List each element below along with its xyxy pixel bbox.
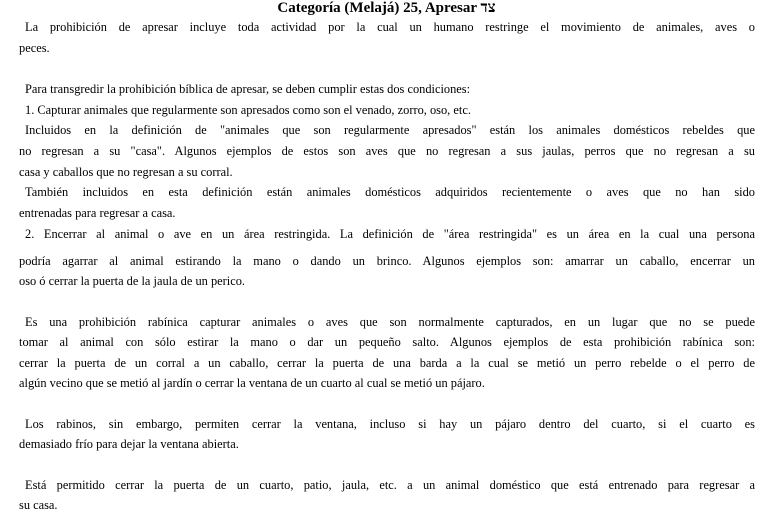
text-line: peces. [19,41,50,55]
title-hebrew: צד [480,0,496,16]
text-line: Incluidos en la definición de "animales que son regularmente apresados" están los animales domésticos rebeldes que [25,123,755,137]
text-line: podría agarrar al animal estirando la mano o dando un brinco. Algunos ejemplos son: amarrar un caballo, encerrar un [19,254,755,268]
text-line: La prohibición de apresar incluye toda actividad por la cual un humano restringe el movimiento de animales, aves o [25,20,755,34]
text-line: no regresan a su "casa". Algunos ejemplos de estos son aves que no regresan a sus jaulas, perros que no regresan a su [19,144,755,158]
text-line: Los rabinos, sin embargo, permiten cerrar la ventana, incluso si hay un pájaro dentro del cuarto, si el cuarto es [25,417,755,431]
text-line: oso ó cerrar la puerta de la jaula de un perico. [19,274,246,288]
text-line: tomar al animal con sólo estirar la mano o dar un pequeño salto. Algunos ejemplos de esta prohibición rabínica son: [19,335,755,349]
text-line: También incluidos en esta definición están animales domésticos adquiridos recientemente o aves que no han sido [25,185,755,199]
text-line: Está permitido cerrar la puerta de un cuarto, patio, jaula, etc. a un animal doméstico que está entrenado para regresar a [25,478,755,492]
text-line: Para transgredir la prohibición bíblica de apresar, se deben cumplir estas dos condiciones: [25,82,471,96]
text-line: casa y caballos que no regresan a su corral. [19,165,233,179]
text-line: demasiado frío para dejar la ventana abierta. [19,437,239,451]
text-line: cerrar la puerta de un corral a un caballo, cerrar la puerta de una barda a la cual se metió un perro rebelde o el perro de [19,356,755,370]
text-line: 1. Capturar animales que regularmente son apresados como son el venado, zorro, oso, etc. [25,103,471,117]
page-title [0,0,773,17]
text-line: su casa. [19,498,58,512]
text-line: entrenadas para regresar a casa. [19,206,176,220]
text-line: Es una prohibición rabínica capturar animales o aves que son normalmente capturados, en un lugar que no se puede [25,315,755,329]
text-line: algún vecino que se metió al jardín o cerrar la ventana de un cuarto al cual se metió un pájaro. [19,376,485,390]
text-line: 2. Encerrar al animal o ave en un área restringida. La definición de "área restringida" es un área en la cual una persona [25,227,755,241]
title-text: Categoría (Melajá) 25, Apresar [277,0,477,16]
